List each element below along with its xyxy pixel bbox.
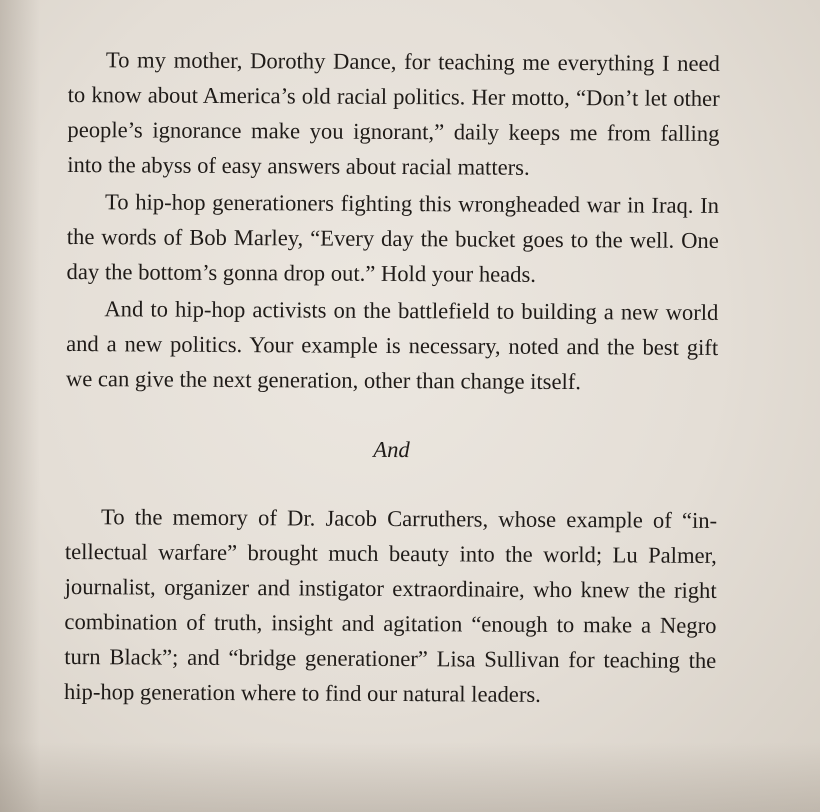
dedication-paragraph-iraq: To hip-hop generationers fighting this wrongheaded war in Iraq. In the words of Bob Marley, “Every day the bucket goes to the well. One day the bottom’s gonna drop out.” Hold your heads. <box>66 189 720 287</box>
page-bottom-shadow <box>0 742 820 812</box>
dedication-text <box>64 42 720 713</box>
dedication-paragraph-mother: To my mother, Dorothy Dance, for teaching me everything I need to know about America’s old racial politics. Her motto, “Don’t let other people’s ignorance make you ignorant,” daily keeps me from falling into the abyss of easy answers about racial matters. <box>67 47 720 180</box>
page-gutter-shadow <box>0 0 40 812</box>
memorial-paragraph: To the memory of Dr. Jacob Carruthers, whose example of “in-tellectual warfare” brought much beauty into the world; Lu Palmer, journalist, organizer and instigator extraordinaire, who knew the right combination of truth, insight and agitation “enough to make a Negro turn Black”; and “bridge generationer” Lisa Sullivan for teaching the hip-hop generation where to find our natural leaders. <box>63 504 718 707</box>
section-divider: And <box>373 436 410 463</box>
dedication-paragraph-activists: And to hip-hop activists on the battlefield to building a new world and a new politics. Your example is necessary, noted and the best gift we can give the next generation, other than change itself. <box>65 296 719 395</box>
